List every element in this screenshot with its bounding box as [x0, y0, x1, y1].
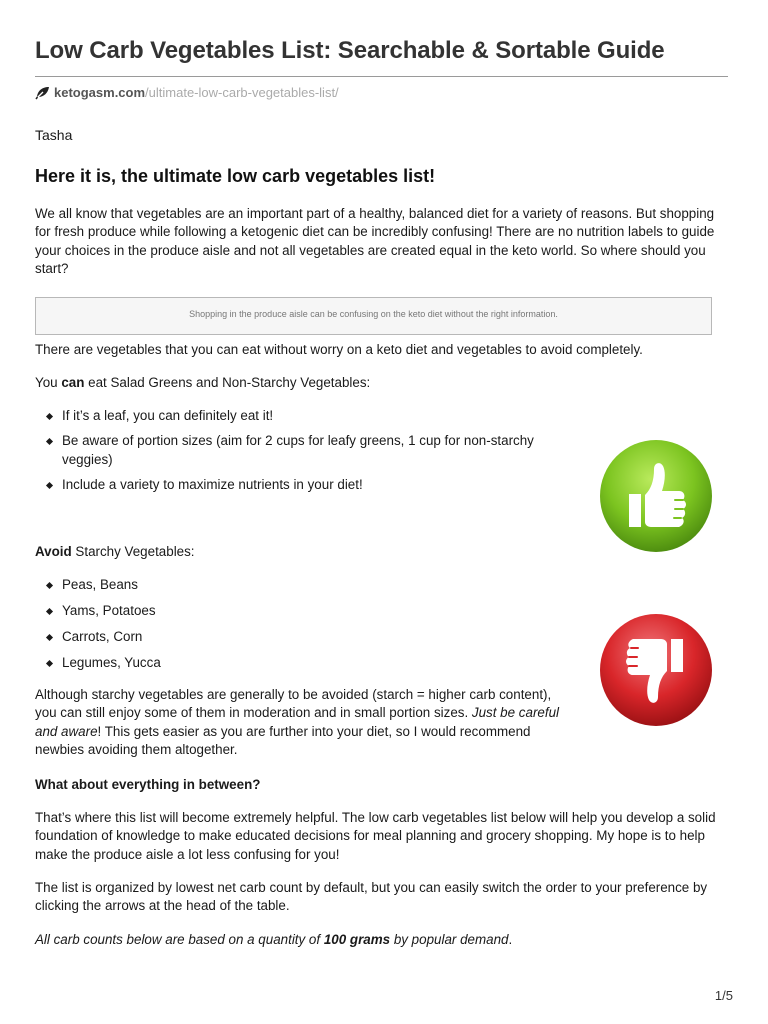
can-bold: can [61, 375, 85, 390]
starchy-paragraph: Although starchy vegetables are generally to be avoided (starch = higher carb content), you can still enjoy some of them in moderation and in small portion sizes. Just be careful and aware! This gets easier as you are further into your diet, so I would recommend newbies avoiding them altogether. [35, 687, 559, 758]
can-eat-line [35, 374, 370, 392]
page-number: 1/5 [714, 988, 733, 1003]
can-suffix: eat Salad Greens and Non-Starchy Vegetables: [84, 375, 371, 390]
can-eat-list [35, 407, 545, 495]
list-item: Be aware of portion sizes (aim for 2 cups for leafy greens, 1 cup for non-starchy veggies) [35, 432, 545, 469]
list-item: Carrots, Corn [35, 628, 335, 646]
avoid-line [35, 543, 195, 561]
source-link[interactable] [35, 85, 339, 100]
thumbs-up-icon [599, 439, 714, 559]
intro-paragraph: We all know that vegetables are an important part of a healthy, balanced diet for a variety of reasons. But shopping for fresh produce while following a ketogenic diet can be incredibly confusing! There are no nutrition labels to guide your choices in the produce aisle and not all vegetables are created equal in the keto world. So where should you start? [35, 206, 715, 277]
source-domain: ketogasm.com [54, 85, 146, 100]
page-title: Low Carb Vegetables List: Searchable & Sortable Guide [35, 37, 665, 64]
image-caption: Shopping in the produce aisle can be confusing on the keto diet without the right information. [189, 309, 558, 319]
avoid-suffix: Starchy Vegetables: [71, 544, 195, 559]
thumbs-down-icon [599, 613, 714, 733]
worry-paragraph: There are vegetables that you can eat without worry on a keto diet and vegetables to avoid completely. [35, 342, 643, 357]
image-caption-box [35, 297, 712, 335]
list-item: Legumes, Yucca [35, 654, 335, 672]
carb-note: All carb counts below are based on a quantity of 100 grams by popular demand. [35, 932, 513, 947]
organized-paragraph: The list is organized by lowest net carb count by default, but you can easily switch the order to your preference by clicking the arrows at the head of the table. [35, 880, 708, 914]
can-prefix: You [35, 375, 62, 390]
section-heading: Here it is, the ultimate low carb vegetables list! [35, 166, 436, 186]
list-item: Yams, Potatoes [35, 602, 335, 620]
source-path: /ultimate-low-carb-vegetables-list/ [145, 85, 339, 100]
leaf-logo-icon [35, 86, 50, 100]
title-divider [35, 76, 728, 77]
list-item: Peas, Beans [35, 576, 335, 594]
between-heading: What about everything in between? [35, 777, 261, 792]
avoid-bold: Avoid [35, 544, 72, 559]
author-name: Tasha [35, 127, 73, 143]
list-item: If it’s a leaf, you can definitely eat it! [35, 407, 545, 425]
list-item: Include a variety to maximize nutrients in your diet! [35, 476, 545, 494]
helpful-paragraph: That’s where this list will become extremely helpful. The low carb vegetables list below will help you develop a solid foundation of knowledge to make educated decisions for meal planning and grocery shopping. My hope is to help make the produce aisle a lot less confusing for you! [35, 810, 716, 862]
avoid-list [35, 576, 335, 672]
